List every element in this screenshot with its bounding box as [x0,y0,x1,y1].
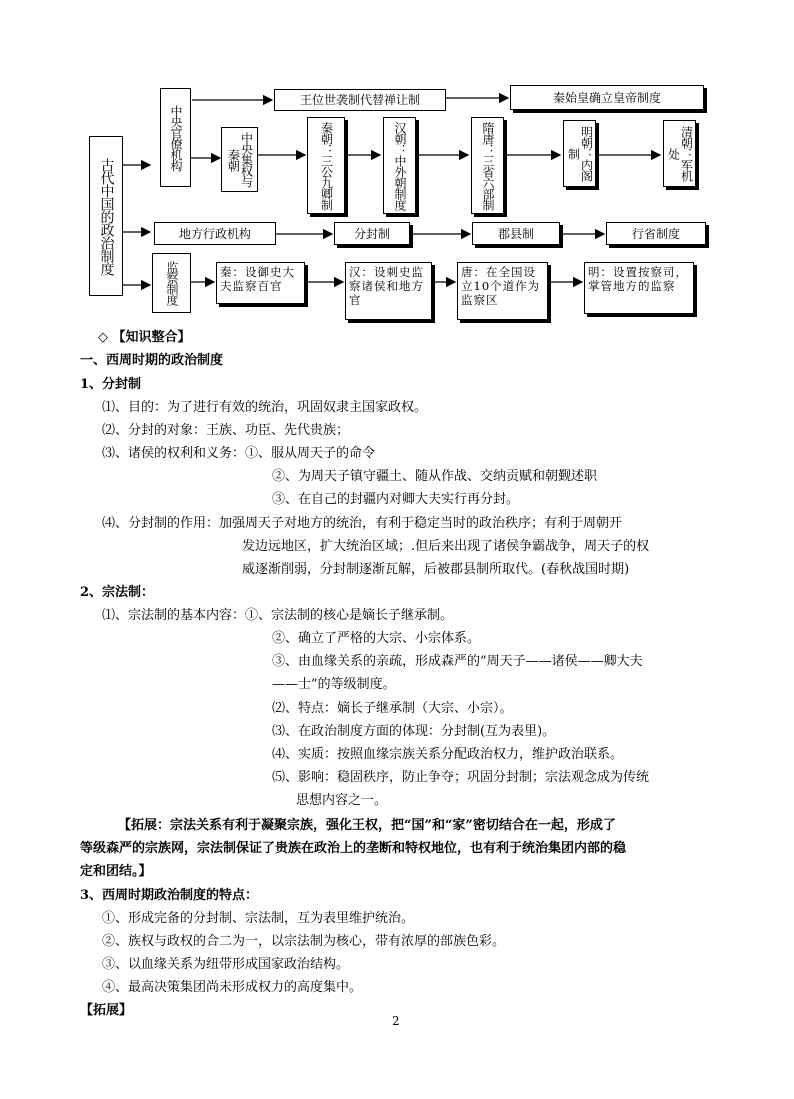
zongfa-content-4: ——士”的等级制度。 [272,677,396,692]
subsection-3-title: 3、西周时期政治制度的特点： [80,888,259,903]
diagram-local-step-1: 分封制 [334,222,410,245]
fengjian-effect-3: 威逐渐削弱，分封制逐渐瓦解，后被郡县制所取代。(春秋战国时期) [242,562,630,577]
expand-line-3: 定和团结。】 [80,864,152,879]
feature-4: ④、最高决策集团尚未形成权力的高度集中。 [102,980,363,995]
zongfa-influence-1: ⑸、影响：稳固秩序，防止争夺；巩固分封制；宗法观念成为传统 [272,770,650,785]
feature-2: ②、族权与政权的合二为一，以宗法制为核心，带有浓厚的部族色彩。 [102,934,506,949]
zongfa-embodiment: ⑶、在政治制度方面的体现：分封制(互为表里)。 [272,724,556,739]
diagram-central-step-4: 隋唐：三省六部制 [471,117,504,214]
zongfa-content-3: ③、由血缘关系的亲疏，形成森严的“周天子——诸侯——卿大夫 [272,654,643,669]
diagram-supervise-step-1: 秦：设御史大夫监察百官 [216,262,305,304]
fengjian-rights-1: ⑶、诸侯的权利和义务：①、服从周天子的命令 [102,446,376,461]
zongfa-feature: ⑵、特点：嫡长子继承制（大宗、小宗）。 [272,701,513,716]
fengjian-rights-3: ③、在自己的封疆内对卿大夫实行再分封。 [272,492,520,507]
zongfa-essence: ⑷、实质：按照血缘宗族关系分配政治权力，维护政治联系。 [272,747,624,762]
section-1-title: 一、西周时期的政治制度 [80,353,224,368]
diagram-supervise-step-3: 唐：在全国设立10个道作为监察区 [457,262,548,320]
zongfa-content-2: ②、确立了严格的大宗、小宗体系。 [272,631,481,646]
diagram-central-step-6: 清朝：军机处 [663,120,696,187]
expand-line-2: 等级森严的宗族网，宗法制保证了贵族在政治上的垄断和特权地位，也有利于统治集团内部的稳 [80,841,627,856]
subsection-2-title: 2、宗法制： [80,585,155,600]
feature-1: ①、形成完备的分封制、宗法制，互为表里维护统治。 [102,911,415,926]
fengjian-effect-2: 发边远地区，扩大统治区域；.但后来出现了诸侯争霸战争，周天子的权 [242,539,650,554]
diagram-top-step-1: 王位世袭制代替禅让制 [274,89,446,111]
diagram-central-step-1: 中央集权与秦朝 [221,127,258,192]
fengjian-purpose: ⑴、目的：为了进行有效的统治，巩固奴隶主国家政权。 [102,400,428,415]
diagram-supervise-step-4: 明：设置按察司，掌管地方的监察 [584,262,694,314]
fengjian-effect-1: ⑷、分封制的作用：加强周天子对地方的统治，有利于稳定当时的政治秩序；有利于周朝开 [102,516,623,531]
page-number: 2 [392,1014,400,1028]
subsection-1-title: 1、分封制 [80,377,142,392]
diagram-local-step-3: 行省制度 [606,222,706,245]
diagram-top-step-2: 秦始皇确立皇帝制度 [510,85,704,110]
diagram-supervise: 监察制度 [152,253,191,313]
zongfa-content-1: ⑴、宗法制的基本内容：①、宗法制的核心是嫡长子继承制。 [102,608,454,623]
diagram-supervise-step-2: 汉：设刺史监察诸侯和地方官 [345,262,432,320]
fengjian-rights-2: ②、为周天子镇守疆土、随从作战、交纳贡赋和朝觐述职 [272,469,598,484]
diagram-central-step-3: 汉朝：中外朝制度 [383,117,416,214]
zongfa-influence-2: 思想内容之一。 [296,793,388,808]
diagram-local-step-2: 郡县制 [472,222,560,245]
expand-line-1: 【拓展：宗法关系有利于凝聚宗族，强化王权，把“国”和“家”密切结合在一起，形成了 [118,818,616,833]
diagram-local: 地方行政机构 [154,222,276,245]
diagram-central: 中央官僚机构 [160,88,191,187]
feature-3: ③、以血缘关系为纽带形成国家政治结构。 [102,957,350,972]
knowledge-heading: ◇ 【知识整合】 [98,330,191,345]
diagram-central-step-2: 秦朝：三公九卿制 [307,117,345,214]
expand-tail: 【拓展】 [80,1003,133,1018]
diagram-root: 古代中国的政治制度 [89,136,123,296]
fengjian-objects: ⑵、分封的对象：王族、功臣、先代贵族； [102,423,350,438]
diagram-central-step-5: 明朝：内阁制 [563,120,596,187]
